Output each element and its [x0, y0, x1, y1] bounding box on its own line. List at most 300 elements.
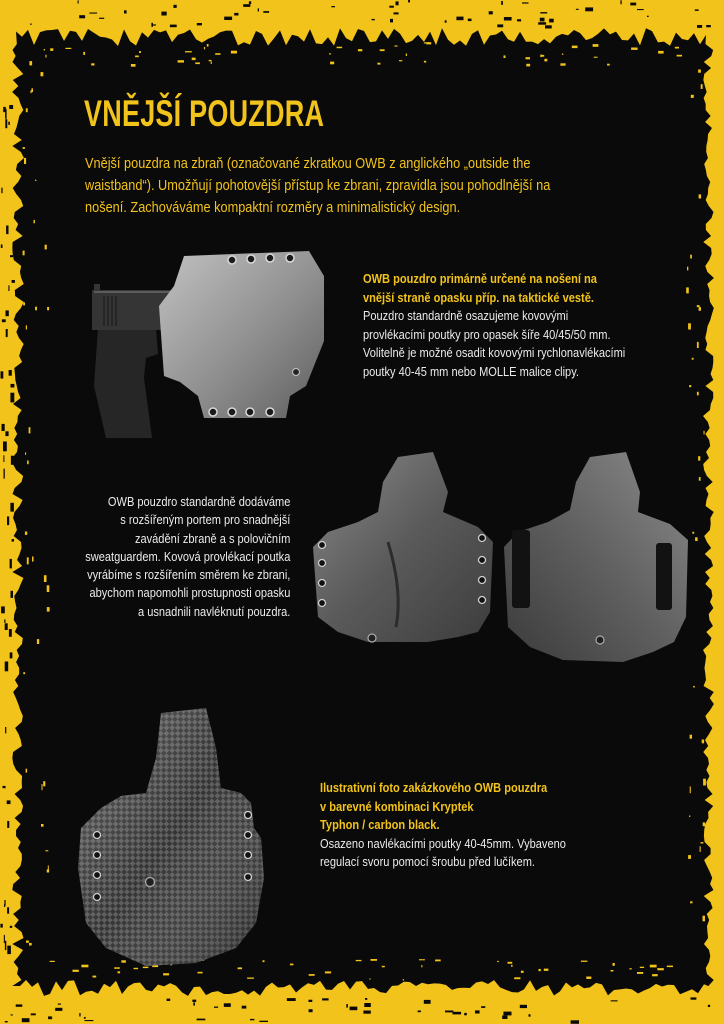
- section-body-line: abychom napomohli prostupnosti opasku: [89, 585, 290, 601]
- grunge-speck: [250, 1019, 254, 1020]
- grunge-speck: [195, 62, 200, 64]
- grunge-speck: [4, 619, 5, 623]
- grunge-speck: [475, 1010, 480, 1013]
- grunge-speck: [4, 935, 5, 943]
- grunge-speck: [178, 60, 184, 62]
- grunge-speck: [50, 48, 53, 51]
- grunge-speck: [703, 779, 706, 786]
- grunge-speck: [7, 907, 9, 913]
- grunge-speck: [0, 924, 2, 928]
- grunge-speck: [7, 821, 9, 828]
- grunge-speck: [526, 64, 530, 67]
- grunge-speck: [350, 1007, 358, 1011]
- section-body-line: zavádění zbraně a s polovičním: [134, 530, 290, 546]
- grunge-speck: [23, 251, 25, 256]
- grunge-speck: [263, 11, 269, 13]
- grunge-speck: [23, 302, 25, 305]
- rivet-hole: [245, 852, 252, 859]
- grunge-speck: [26, 769, 28, 773]
- grunge-speck: [22, 1018, 30, 1022]
- holster-shell: [159, 251, 324, 418]
- grunge-speck: [2, 424, 5, 431]
- grunge-speck: [23, 147, 25, 149]
- grunge-speck: [697, 25, 702, 28]
- rivet-hole: [246, 408, 254, 416]
- grunge-speck: [585, 7, 593, 11]
- grunge-speck: [675, 47, 679, 49]
- grunge-speck: [690, 735, 692, 739]
- rivet-hole: [479, 557, 486, 564]
- grunge-speck: [677, 55, 682, 57]
- retention-screw: [146, 878, 155, 887]
- grunge-speck: [4, 469, 5, 479]
- grunge-speck: [693, 686, 695, 688]
- grunge-speck: [198, 972, 203, 974]
- custom-kryptek-carbon-holster-photo: [76, 708, 271, 970]
- holster-shell: [313, 452, 493, 642]
- rivet-hole: [94, 872, 101, 879]
- section-body-line: s rozšířeným portem pro snadnější: [119, 512, 290, 528]
- grunge-speck: [45, 245, 47, 250]
- grunge-speck: [48, 1016, 52, 1019]
- grunge-speck: [215, 53, 220, 55]
- grunge-speck: [27, 557, 29, 564]
- rivet-hole: [266, 408, 274, 416]
- grunge-speck: [197, 1019, 206, 1021]
- grunge-speck: [647, 16, 649, 17]
- grunge-speck: [29, 427, 31, 433]
- grunge-speck: [703, 822, 705, 826]
- grunge-speck: [698, 456, 700, 460]
- front-sight: [94, 284, 100, 291]
- grunge-speck: [83, 52, 85, 55]
- grunge-speck: [377, 63, 380, 65]
- grunge-speck: [173, 5, 176, 8]
- grunge-speck: [419, 959, 425, 960]
- grunge-speck: [698, 70, 701, 73]
- grunge-speck: [545, 25, 552, 28]
- grunge-speck: [667, 966, 673, 968]
- grunge-speck: [504, 17, 512, 21]
- grunge-speck: [242, 1006, 247, 1009]
- grunge-speck: [369, 979, 370, 980]
- grunge-speck: [197, 23, 202, 25]
- retention-screw: [368, 634, 376, 642]
- grunge-speck: [504, 55, 506, 58]
- grunge-speck: [45, 55, 46, 58]
- grunge-speck: [640, 967, 644, 968]
- holster-back-view: [504, 452, 688, 662]
- grunge-speck: [10, 255, 13, 257]
- grunge-speck: [45, 850, 48, 851]
- grunge-speck: [406, 54, 407, 57]
- grunge-speck: [12, 539, 14, 542]
- belt-loop-left: [512, 530, 530, 608]
- grunge-speck: [42, 784, 43, 790]
- grunge-speck: [29, 943, 32, 946]
- grunge-speck: [1, 244, 3, 248]
- grunge-speck: [11, 456, 14, 465]
- grunge-speck: [322, 998, 329, 1000]
- page-title: VNĚJŠÍ POUZDRA: [84, 93, 325, 134]
- grunge-speck: [689, 816, 690, 817]
- rivet-hole: [94, 894, 101, 901]
- grunge-speck: [690, 255, 692, 259]
- grunge-speck: [79, 1013, 80, 1017]
- grunge-speck: [517, 19, 521, 21]
- rivet-hole: [245, 874, 252, 881]
- grunge-speck: [309, 1000, 313, 1002]
- intro-line: Vnější pouzdra na zbraň (označované zkratkou OWB z anglického „outside the: [85, 156, 531, 172]
- grunge-speck: [364, 1003, 371, 1007]
- intro-line: nošení. Zachováváme kompaktní rozměry a minimalistický design.: [85, 200, 461, 216]
- grunge-speck: [31, 1013, 36, 1015]
- grunge-speck: [403, 979, 404, 981]
- section-body-line: a usnadnili navléknutí pouzdra.: [137, 603, 290, 619]
- grunge-speck: [650, 965, 657, 968]
- rivet-hole: [479, 577, 486, 584]
- section-heading-line: Ilustrativní foto zakázkového OWB pouzdra: [320, 780, 548, 795]
- grunge-speck: [10, 503, 14, 512]
- grunge-speck: [3, 442, 7, 452]
- grunge-speck: [691, 95, 694, 98]
- grunge-speck: [529, 1014, 531, 1016]
- grunge-speck: [247, 978, 254, 979]
- grunge-speck: [394, 46, 397, 47]
- grunge-speck: [657, 968, 664, 970]
- grunge-speck: [9, 370, 12, 376]
- belt-loop-right: [656, 543, 672, 610]
- grunge-speck: [572, 46, 578, 49]
- grunge-speck: [1, 606, 5, 613]
- grunge-speck: [4, 900, 5, 906]
- grunge-speck: [55, 1008, 62, 1011]
- grunge-speck: [468, 19, 472, 22]
- grunge-speck: [124, 10, 127, 13]
- grunge-speck: [211, 62, 212, 64]
- grunge-speck: [224, 1003, 231, 1007]
- grunge-speck: [5, 623, 8, 630]
- grunge-speck: [290, 964, 293, 966]
- grunge-speck: [706, 25, 711, 27]
- grunge-speck: [511, 965, 512, 967]
- section-body-line: regulací svoru pomocí šroubu před lučíkem.: [320, 854, 535, 870]
- grunge-speck: [224, 17, 232, 20]
- grunge-speck: [688, 855, 691, 859]
- section-primary-use: [363, 270, 625, 382]
- grunge-speck: [594, 57, 598, 58]
- grunge-speck: [408, 0, 410, 2]
- section-body-line: Volitelně je možné osadit kovovými rychlonavlékacími: [363, 345, 626, 361]
- grunge-speck: [692, 358, 694, 360]
- grunge-speck: [630, 3, 636, 6]
- retention-screw: [596, 636, 604, 644]
- grunge-speck: [695, 537, 698, 541]
- intro-paragraph: [85, 153, 550, 219]
- grunge-speck: [41, 824, 44, 827]
- grunge-speck: [701, 842, 704, 843]
- grunge-speck: [192, 1000, 196, 1002]
- grunge-speck: [571, 1020, 579, 1024]
- grunge-speck: [249, 1, 251, 4]
- section-heading-line: Typhon / carbon black.: [320, 817, 440, 833]
- grunge-speck: [131, 64, 136, 67]
- grunge-speck: [699, 477, 701, 481]
- grunge-speck: [562, 54, 563, 55]
- grunge-speck: [325, 971, 331, 973]
- grunge-speck: [32, 557, 34, 562]
- grunge-speck: [35, 180, 36, 181]
- grunge-speck: [25, 532, 27, 535]
- grunge-speck: [118, 971, 121, 973]
- grunge-speck: [445, 20, 447, 22]
- grunge-speck: [161, 12, 166, 16]
- grunge-speck: [540, 55, 542, 58]
- grunge-speck: [31, 90, 32, 93]
- grunge-speck: [9, 105, 13, 109]
- grunge-speck: [309, 1009, 313, 1012]
- grunge-speck: [30, 23, 31, 25]
- grunge-speck: [372, 19, 375, 20]
- grunge-speck: [607, 64, 610, 66]
- grunge-speck: [689, 385, 691, 387]
- grunge-speck: [214, 1007, 218, 1008]
- section-heading-line: v barevné kombinaci Kryptek: [320, 798, 474, 814]
- grunge-speck: [611, 1000, 618, 1001]
- grunge-speck: [421, 965, 422, 967]
- grunge-speck: [10, 652, 13, 658]
- grunge-speck: [7, 516, 9, 525]
- grunge-speck: [6, 226, 8, 235]
- section-body-line: OWB pouzdro standardně dodáváme: [107, 494, 290, 509]
- section-body-line: Pouzdro standardně osazujeme kovovými: [363, 308, 569, 324]
- grunge-speck: [701, 84, 703, 89]
- grunge-speck: [5, 431, 8, 436]
- rivet-hole: [319, 560, 326, 567]
- grunge-speck: [5, 119, 7, 128]
- grunge-speck: [593, 44, 599, 47]
- grunge-speck: [631, 48, 638, 50]
- grunge-speck: [330, 62, 334, 65]
- section-body-line: poutky 40-45 mm nebo MOLLE malice clipy.: [363, 363, 579, 379]
- rivet-hole: [228, 256, 236, 264]
- grunge-speck: [695, 9, 699, 11]
- grunge-speck: [34, 220, 35, 223]
- grunge-speck: [209, 60, 212, 61]
- grunge-speck: [8, 122, 10, 125]
- section-body-line: vyrábíme s rozšířením směrem ke zbrani,: [86, 567, 290, 583]
- grunge-speck: [435, 960, 441, 962]
- grunge-speck: [497, 961, 499, 962]
- grunge-speck: [658, 51, 664, 54]
- grunge-speck: [139, 51, 141, 53]
- grunge-speck: [699, 194, 702, 198]
- grunge-speck: [163, 973, 169, 975]
- grunge-speck: [27, 461, 29, 465]
- grunge-speck: [11, 591, 14, 598]
- grunge-speck: [620, 0, 621, 4]
- grunge-speck: [497, 24, 503, 27]
- grunge-speck: [47, 307, 49, 310]
- section-body-line: sweatguardem. Kovová provlékací poutka: [84, 548, 290, 564]
- rivet-hole: [94, 832, 101, 839]
- grunge-speck: [418, 1011, 421, 1013]
- grunge-speck: [32, 88, 34, 92]
- grunge-speck: [363, 1011, 370, 1014]
- grunge-speck: [5, 662, 9, 672]
- rivet-hole: [319, 580, 326, 587]
- grunge-speck: [699, 307, 701, 311]
- grunge-speck: [24, 158, 26, 164]
- rivet-hole: [209, 408, 217, 416]
- grunge-speck: [346, 1004, 348, 1008]
- grunge-speck: [503, 1012, 511, 1016]
- grunge-speck: [3, 786, 6, 788]
- grunge-speck: [99, 18, 104, 19]
- grunge-speck: [358, 49, 362, 51]
- two-owb-holsters-photo: [308, 452, 693, 667]
- grunge-speck: [7, 946, 11, 955]
- grunge-speck: [489, 11, 493, 14]
- grunge-speck: [1, 371, 4, 378]
- grunge-speck: [337, 47, 343, 49]
- rivet-hole: [479, 597, 486, 604]
- grunge-speck: [544, 969, 549, 971]
- grunge-speck: [356, 960, 362, 961]
- rivet-hole: [286, 254, 294, 262]
- grunge-speck: [7, 800, 11, 804]
- grunge-speck: [89, 13, 97, 14]
- grunge-speck: [389, 6, 394, 8]
- grunge-speck: [58, 1004, 61, 1005]
- grunge-speck: [26, 941, 29, 943]
- grunge-speck: [26, 108, 28, 112]
- grunge-speck: [526, 57, 531, 59]
- section-heading-line: vnější straně opasku příp. na taktické vestě.: [363, 289, 594, 305]
- grunge-speck: [481, 1006, 485, 1008]
- grunge-speck: [697, 305, 700, 307]
- grunge-speck: [1, 188, 2, 194]
- grunge-speck: [394, 12, 399, 14]
- grunge-speck: [2, 319, 6, 322]
- grunge-speck: [704, 431, 705, 435]
- grunge-speck: [5, 941, 6, 950]
- grunge-speck: [153, 24, 156, 25]
- grunge-speck: [50, 961, 55, 962]
- grunge-speck: [390, 19, 393, 23]
- rivet-hole: [266, 254, 274, 262]
- grunge-speck: [637, 972, 643, 974]
- grunge-speck: [29, 61, 32, 65]
- grunge-speck: [204, 47, 205, 49]
- grunge-speck: [540, 18, 545, 22]
- grunge-speck: [93, 976, 97, 978]
- grunge-speck: [10, 559, 12, 569]
- grunge-speck: [399, 60, 402, 61]
- grunge-speck: [11, 384, 15, 388]
- grunge-speck: [453, 1012, 462, 1015]
- grunge-speck: [9, 629, 12, 637]
- grunge-speck: [331, 6, 335, 7]
- grunge-speck: [170, 25, 177, 28]
- grunge-speck: [10, 393, 14, 403]
- grunge-speck: [11, 1014, 13, 1015]
- grunge-speck: [424, 1000, 431, 1004]
- rivet-hole: [319, 542, 326, 549]
- grunge-speck: [549, 19, 554, 23]
- intro-line: waistband“). Umožňují pohotovější přístup ke zbrani, zpravidla jsou pohodlnější na: [85, 178, 551, 194]
- grunge-speck: [703, 916, 706, 922]
- grunge-speck: [371, 959, 378, 961]
- grunge-speck: [44, 575, 47, 582]
- grunge-speck: [135, 56, 139, 58]
- grunge-speck: [309, 974, 315, 976]
- side-rivet: [293, 369, 300, 376]
- grunge-speck: [47, 585, 50, 592]
- rivet-hole: [245, 812, 252, 819]
- grunge-speck: [520, 1005, 527, 1008]
- grunge-speck: [85, 1020, 94, 1021]
- grunge-speck: [16, 1004, 23, 1006]
- grunge-speck: [91, 63, 94, 65]
- grunge-speck: [44, 49, 45, 51]
- holster-gloss: [78, 708, 264, 966]
- grunge-speck: [380, 49, 385, 51]
- grunge-speck: [65, 48, 71, 49]
- grunge-speck: [708, 1005, 710, 1007]
- section-heading-line: OWB pouzdro primárně určené na nošení na: [363, 271, 597, 286]
- owb-holster-with-pistol-photo: [84, 246, 334, 441]
- grunge-speck: [424, 61, 426, 63]
- grunge-speck: [629, 968, 631, 969]
- grunge-speck: [501, 1, 503, 5]
- grunge-speck: [538, 22, 546, 25]
- grunge-speck: [426, 42, 431, 44]
- grunge-speck: [445, 1011, 453, 1013]
- grunge-speck: [5, 727, 6, 733]
- grunge-speck: [47, 869, 49, 872]
- grunge-speck: [84, 1017, 86, 1019]
- rivet-hole: [94, 852, 101, 859]
- grunge-speck: [12, 280, 15, 283]
- grunge-speck: [652, 974, 658, 976]
- grunge-speck: [25, 452, 26, 454]
- grunge-speck: [23, 672, 25, 674]
- grunge-speck: [8, 285, 9, 291]
- grunge-speck: [611, 970, 614, 972]
- grunge-speck: [464, 1013, 467, 1015]
- grunge-speck: [522, 2, 529, 3]
- grunge-speck: [10, 926, 12, 928]
- grunge-speck: [43, 781, 45, 786]
- section-body-line: Osazeno navlékacími poutky 40-45mm. Vybaveno: [320, 835, 566, 851]
- grunge-speck: [258, 8, 259, 11]
- grunge-speck: [687, 267, 688, 271]
- grunge-speck: [73, 970, 79, 972]
- grunge-speck: [702, 740, 704, 744]
- grunge-speck: [502, 1015, 507, 1019]
- rivet-hole: [479, 535, 486, 542]
- grunge-speck: [5, 109, 7, 119]
- grunge-speck: [26, 325, 27, 329]
- holster-front-view: [313, 452, 493, 642]
- rivet-hole: [245, 832, 252, 839]
- grunge-speck: [35, 307, 37, 311]
- grunge-speck: [697, 342, 699, 348]
- grunge-speck: [167, 999, 171, 1001]
- rivet-hole: [319, 600, 326, 607]
- grunge-speck: [3, 455, 4, 462]
